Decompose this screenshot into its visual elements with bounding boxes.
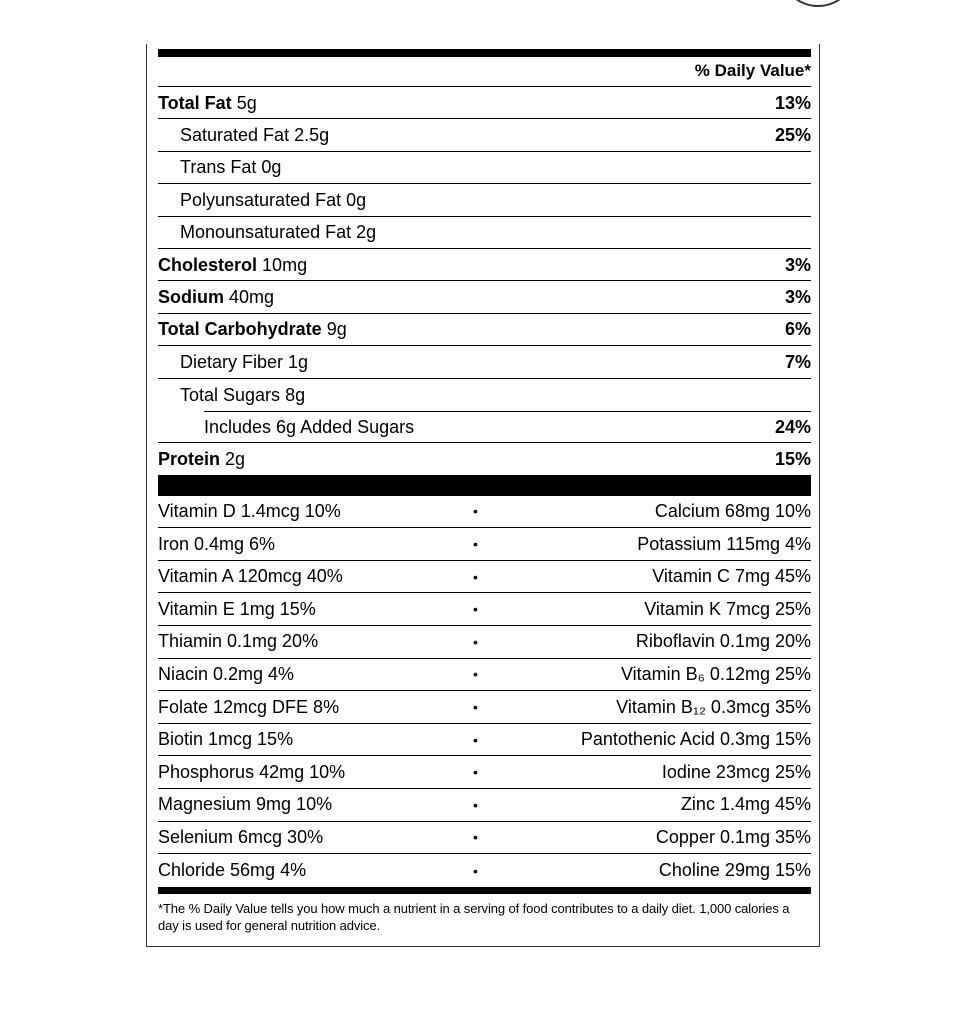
nutrient-name: Protein 2g	[158, 448, 246, 469]
vitamin-right: Riboflavin 0.1mg 20%	[635, 631, 811, 652]
nutrient-name: Dietary Fiber 1g	[180, 351, 309, 372]
logo-wheel-icon	[768, 0, 868, 18]
vitamin-row	[158, 593, 811, 626]
nutrient-name: Polyunsaturated Fat 0g	[180, 189, 367, 210]
vitamin-left: Vitamin E 1mg 15%	[158, 598, 316, 619]
vitamin-left: Phosphorus 42mg 10%	[158, 761, 346, 782]
vitamin-row	[158, 691, 811, 724]
nutrient-row	[158, 411, 811, 443]
vitamin-right: Vitamin K 7mcg 25%	[644, 598, 811, 619]
nutrient-row	[158, 281, 811, 313]
bullet-separator: •	[473, 796, 478, 813]
bullet-separator: •	[473, 699, 478, 716]
nutrient-daily-value: 15%	[774, 448, 811, 469]
nutrient-row	[158, 119, 811, 151]
nutrient-amount: 10mg	[262, 254, 308, 275]
vitamin-right: Copper 0.1mg 35%	[655, 826, 811, 847]
nutrient-name: Monounsaturated Fat 2g	[180, 222, 377, 243]
nutrient-row	[158, 443, 811, 475]
nutrient-amount: 5g	[236, 92, 257, 113]
vitamin-left: Chloride 56mg 4%	[158, 860, 307, 881]
nutrient-amount: 0g	[346, 189, 367, 210]
vitamin-row	[158, 822, 811, 855]
bullet-separator: •	[473, 503, 478, 520]
nutrient-name: Cholesterol 10mg	[158, 254, 308, 275]
nutrient-name: Includes 6g Added Sugars	[204, 416, 415, 437]
nutrient-daily-value: 24%	[774, 416, 811, 437]
vitamin-left: Vitamin A 120mcg 40%	[158, 566, 343, 587]
nutrient-row	[158, 152, 811, 184]
nutrient-amount: 0g	[261, 157, 282, 178]
vitamin-left: Niacin 0.2mg 4%	[158, 663, 295, 684]
vitamin-right: Iodine 23mcg 25%	[661, 761, 811, 782]
vitamin-row	[158, 561, 811, 594]
nutrition-label	[146, 44, 820, 947]
nutrient-list	[158, 87, 811, 476]
vitamin-row	[158, 724, 811, 757]
middle-thick-rule	[158, 476, 811, 496]
vitamin-right: Vitamin C 7mg 45%	[652, 566, 811, 587]
nutrient-name: Trans Fat 0g	[180, 157, 282, 178]
bullet-separator: •	[473, 731, 478, 748]
nutrient-row	[158, 346, 811, 378]
bullet-separator: •	[473, 536, 478, 553]
nutrient-daily-value: 25%	[774, 125, 811, 146]
vitamin-row	[158, 854, 811, 887]
daily-value-header	[158, 57, 811, 87]
nutrient-row	[158, 217, 811, 249]
vitamin-left: Biotin 1mcg 15%	[158, 729, 294, 750]
bullet-separator: •	[473, 862, 478, 879]
nutrient-row	[158, 249, 811, 281]
nutrient-amount: 2g	[225, 448, 246, 469]
bullet-separator: •	[473, 568, 478, 585]
bullet-separator: •	[473, 601, 478, 618]
vitamin-left: Magnesium 9mg 10%	[158, 794, 333, 815]
daily-value-header-label: % Daily Value*	[694, 61, 811, 80]
vitamin-right: Choline 29mg 15%	[658, 860, 811, 881]
vitamin-left: Folate 12mcg DFE 8%	[158, 696, 340, 717]
vitamin-left: Selenium 6mcg 30%	[158, 826, 324, 847]
vitamin-right: Zinc 1.4mg 45%	[680, 794, 811, 815]
nutrient-amount: 1g	[288, 351, 309, 372]
nutrient-row	[158, 184, 811, 216]
nutrient-amount: 9g	[326, 319, 347, 340]
nutrient-daily-value: 6%	[784, 319, 811, 340]
nutrient-name: Total Sugars 8g	[180, 384, 306, 405]
nutrient-daily-value: 3%	[784, 254, 811, 275]
bottom-thick-rule	[158, 887, 811, 894]
bullet-separator: •	[473, 829, 478, 846]
nutrient-name: Saturated Fat 2.5g	[180, 125, 330, 146]
nutrient-row	[158, 314, 811, 346]
nutrient-daily-value: 3%	[784, 287, 811, 308]
bullet-separator: •	[473, 764, 478, 781]
vitamin-left: Thiamin 0.1mg 20%	[158, 631, 319, 652]
nutrient-name: Total Carbohydrate 9g	[158, 319, 347, 340]
nutrient-amount: 2.5g	[294, 125, 330, 146]
nutrient-amount: 8g	[285, 384, 306, 405]
nutrient-row	[158, 87, 811, 119]
nutrient-row	[158, 379, 811, 411]
top-thick-rule	[158, 49, 811, 57]
vitamin-right: Vitamin B₆ 0.12mg 25%	[620, 663, 811, 684]
vitamin-row	[158, 496, 811, 529]
vitamin-row	[158, 659, 811, 692]
vitamin-right: Vitamin B₁₂ 0.3mcg 35%	[616, 696, 811, 717]
nutrient-daily-value: 13%	[774, 92, 811, 113]
vitamin-right: Pantothenic Acid 0.3mg 15%	[580, 729, 811, 750]
nutrient-amount: 2g	[356, 222, 377, 243]
vitamin-right: Calcium 68mg 10%	[654, 500, 811, 521]
nutrient-amount: 40mg	[229, 287, 275, 308]
vitamin-right: Potassium 115mg 4%	[637, 533, 811, 554]
bullet-separator: •	[473, 633, 478, 650]
vitamin-left: Vitamin D 1.4mcg 10%	[158, 500, 341, 521]
vitamin-row	[158, 789, 811, 822]
vitamin-row	[158, 626, 811, 659]
bullet-separator: •	[473, 666, 478, 683]
nutrient-name: Sodium 40mg	[158, 287, 275, 308]
vitamin-left: Iron 0.4mg 6%	[158, 533, 276, 554]
vitamin-row	[158, 756, 811, 789]
footnote: *The % Daily Value tells you how much a nutrient in a serving of food contributes to a daily diet. 1,000 calories a day is used for general nutrition advice.	[158, 900, 790, 933]
nutrient-name: Total Fat 5g	[158, 92, 257, 113]
nutrient-daily-value: 7%	[784, 351, 811, 372]
vitamin-row	[158, 528, 811, 561]
vitamin-mineral-list	[158, 496, 811, 887]
